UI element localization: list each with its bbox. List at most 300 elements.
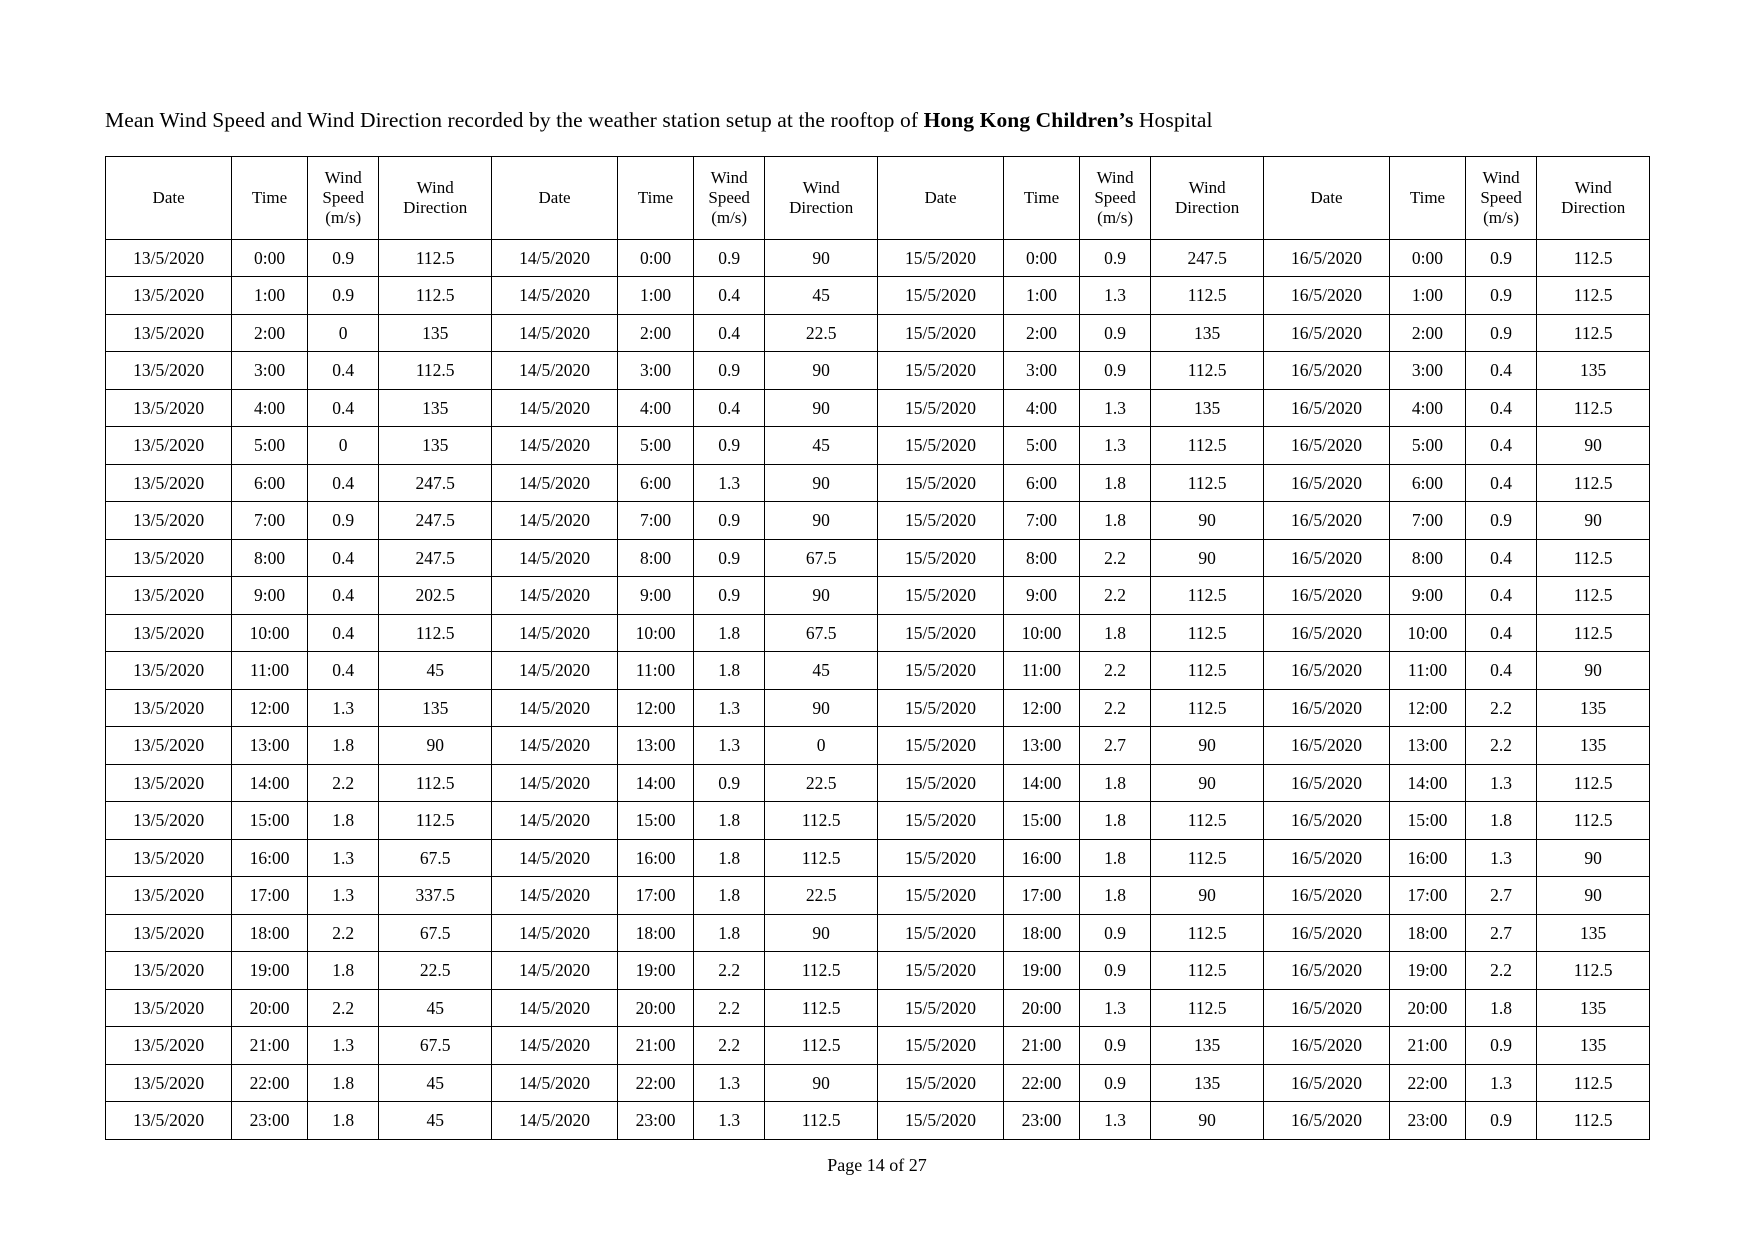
- cell-wind-direction: 90: [1151, 764, 1264, 802]
- table-row: [106, 1102, 1650, 1140]
- cell-time: 19:00: [1390, 952, 1466, 990]
- cell-time: 6:00: [1004, 464, 1080, 502]
- cell-wind-direction: 90: [765, 577, 878, 615]
- table-body: [106, 239, 1650, 1139]
- cell-wind-direction: 112.5: [765, 802, 878, 840]
- cell-date: 15/5/2020: [877, 277, 1003, 315]
- cell-wind-direction: 135: [1537, 727, 1650, 765]
- cell-wind-speed: 0.4: [307, 352, 379, 390]
- cell-wind-speed: 2.2: [1079, 539, 1151, 577]
- cell-date: 13/5/2020: [106, 1027, 232, 1065]
- header-wind-direction-line2: Direction: [1175, 197, 1240, 217]
- cell-date: 13/5/2020: [106, 689, 232, 727]
- cell-time: 4:00: [1004, 389, 1080, 427]
- cell-date: 14/5/2020: [491, 239, 617, 277]
- cell-date: 16/5/2020: [1263, 727, 1389, 765]
- cell-wind-speed: 1.8: [1079, 614, 1151, 652]
- cell-time: 6:00: [232, 464, 308, 502]
- cell-date: 15/5/2020: [877, 764, 1003, 802]
- cell-date: 13/5/2020: [106, 727, 232, 765]
- cell-time: 0:00: [1004, 239, 1080, 277]
- table-row: [106, 652, 1650, 690]
- cell-wind-direction: 112.5: [1537, 539, 1650, 577]
- table-row: [106, 877, 1650, 915]
- cell-time: 3:00: [618, 352, 694, 390]
- cell-date: 15/5/2020: [877, 239, 1003, 277]
- cell-date: 15/5/2020: [877, 464, 1003, 502]
- cell-date: 14/5/2020: [491, 989, 617, 1027]
- cell-date: 16/5/2020: [1263, 1064, 1389, 1102]
- cell-date: 13/5/2020: [106, 764, 232, 802]
- cell-wind-direction: 112.5: [1537, 277, 1650, 315]
- cell-date: 15/5/2020: [877, 877, 1003, 915]
- cell-wind-direction: 112.5: [1151, 989, 1264, 1027]
- cell-wind-speed: 1.3: [1079, 389, 1151, 427]
- cell-wind-speed: 1.3: [693, 1102, 765, 1140]
- cell-time: 21:00: [1390, 1027, 1466, 1065]
- cell-date: 13/5/2020: [106, 239, 232, 277]
- cell-wind-direction: 90: [765, 464, 878, 502]
- header-wind-speed-line1: Wind: [1482, 168, 1520, 188]
- cell-wind-speed: 2.7: [1465, 914, 1537, 952]
- cell-wind-direction: 112.5: [1537, 314, 1650, 352]
- cell-wind-direction: 112.5: [1151, 277, 1264, 315]
- table-row: [106, 427, 1650, 465]
- page-title-suffix: Hospital: [1133, 108, 1213, 132]
- cell-date: 16/5/2020: [1263, 502, 1389, 540]
- cell-wind-direction: 112.5: [379, 352, 492, 390]
- header-wind-speed-line3: (m/s): [1097, 207, 1134, 227]
- cell-date: 16/5/2020: [1263, 952, 1389, 990]
- cell-time: 20:00: [618, 989, 694, 1027]
- cell-date: 15/5/2020: [877, 1064, 1003, 1102]
- cell-date: 13/5/2020: [106, 427, 232, 465]
- cell-wind-direction: 112.5: [379, 764, 492, 802]
- cell-date: 15/5/2020: [877, 914, 1003, 952]
- cell-wind-speed: 0.9: [693, 427, 765, 465]
- cell-wind-speed: 0: [307, 314, 379, 352]
- cell-time: 19:00: [618, 952, 694, 990]
- cell-time: 8:00: [232, 539, 308, 577]
- cell-date: 14/5/2020: [491, 952, 617, 990]
- cell-wind-speed: 0.4: [1465, 577, 1537, 615]
- cell-date: 15/5/2020: [877, 652, 1003, 690]
- cell-wind-direction: 45: [379, 989, 492, 1027]
- cell-date: 15/5/2020: [877, 952, 1003, 990]
- cell-time: 1:00: [1390, 277, 1466, 315]
- cell-time: 15:00: [618, 802, 694, 840]
- cell-wind-speed: 2.2: [307, 989, 379, 1027]
- cell-time: 9:00: [1004, 577, 1080, 615]
- cell-wind-speed: 1.3: [307, 839, 379, 877]
- cell-time: 23:00: [1004, 1102, 1080, 1140]
- cell-time: 11:00: [618, 652, 694, 690]
- cell-time: 5:00: [232, 427, 308, 465]
- wind-data-table: [105, 156, 1650, 1140]
- cell-wind-direction: 112.5: [1537, 239, 1650, 277]
- table-row: [106, 539, 1650, 577]
- cell-wind-speed: 0.4: [1465, 652, 1537, 690]
- cell-wind-speed: 1.8: [693, 802, 765, 840]
- cell-wind-speed: 0: [307, 427, 379, 465]
- cell-date: 16/5/2020: [1263, 427, 1389, 465]
- cell-wind-direction: 112.5: [1537, 952, 1650, 990]
- cell-time: 2:00: [1004, 314, 1080, 352]
- cell-time: 11:00: [1004, 652, 1080, 690]
- cell-wind-speed: 1.8: [693, 914, 765, 952]
- cell-wind-speed: 0.9: [307, 502, 379, 540]
- cell-time: 9:00: [618, 577, 694, 615]
- cell-wind-speed: 0.4: [307, 577, 379, 615]
- cell-date: 15/5/2020: [877, 427, 1003, 465]
- cell-wind-direction: 22.5: [765, 877, 878, 915]
- cell-date: 13/5/2020: [106, 464, 232, 502]
- header-time-3: Time: [1004, 156, 1080, 239]
- cell-date: 14/5/2020: [491, 464, 617, 502]
- cell-time: 14:00: [1004, 764, 1080, 802]
- table-row: [106, 727, 1650, 765]
- cell-time: 14:00: [1390, 764, 1466, 802]
- cell-wind-speed: 2.2: [307, 764, 379, 802]
- cell-wind-speed: 0.9: [1465, 314, 1537, 352]
- cell-date: 16/5/2020: [1263, 1102, 1389, 1140]
- cell-date: 16/5/2020: [1263, 802, 1389, 840]
- cell-wind-direction: 45: [765, 652, 878, 690]
- cell-time: 7:00: [232, 502, 308, 540]
- cell-wind-direction: 90: [765, 239, 878, 277]
- cell-wind-speed: 0.9: [693, 764, 765, 802]
- cell-wind-speed: 1.3: [307, 1027, 379, 1065]
- cell-time: 19:00: [1004, 952, 1080, 990]
- table-row: [106, 464, 1650, 502]
- cell-time: 20:00: [1390, 989, 1466, 1027]
- cell-wind-direction: 202.5: [379, 577, 492, 615]
- cell-wind-speed: 1.3: [693, 727, 765, 765]
- cell-date: 13/5/2020: [106, 1102, 232, 1140]
- header-wind-direction-line2: Direction: [1561, 197, 1626, 217]
- cell-time: 22:00: [1004, 1064, 1080, 1102]
- cell-wind-speed: 1.8: [693, 839, 765, 877]
- cell-wind-speed: 1.3: [1079, 989, 1151, 1027]
- cell-wind-speed: 1.8: [693, 652, 765, 690]
- cell-wind-speed: 0.4: [307, 464, 379, 502]
- header-date-2: Date: [491, 156, 617, 239]
- cell-wind-direction: 112.5: [1537, 1102, 1650, 1140]
- cell-wind-direction: 90: [1537, 877, 1650, 915]
- cell-wind-speed: 2.2: [1465, 727, 1537, 765]
- cell-wind-speed: 0.9: [693, 239, 765, 277]
- table-header-row: [106, 156, 1650, 239]
- cell-wind-direction: 90: [765, 689, 878, 727]
- cell-date: 14/5/2020: [491, 427, 617, 465]
- cell-wind-direction: 90: [1151, 502, 1264, 540]
- header-wind-direction-4: [1537, 156, 1650, 239]
- cell-time: 21:00: [1004, 1027, 1080, 1065]
- cell-date: 14/5/2020: [491, 502, 617, 540]
- cell-date: 13/5/2020: [106, 914, 232, 952]
- cell-wind-speed: 0.4: [693, 314, 765, 352]
- cell-wind-speed: 1.3: [1465, 839, 1537, 877]
- cell-wind-speed: 1.8: [307, 1064, 379, 1102]
- cell-date: 16/5/2020: [1263, 764, 1389, 802]
- header-wind-speed-line2: Speed: [708, 188, 750, 208]
- cell-wind-direction: 112.5: [765, 989, 878, 1027]
- cell-time: 22:00: [618, 1064, 694, 1102]
- cell-wind-speed: 0.4: [1465, 389, 1537, 427]
- cell-time: 18:00: [1004, 914, 1080, 952]
- cell-date: 15/5/2020: [877, 502, 1003, 540]
- cell-wind-speed: 1.8: [307, 727, 379, 765]
- cell-time: 22:00: [232, 1064, 308, 1102]
- cell-date: 14/5/2020: [491, 1102, 617, 1140]
- cell-date: 14/5/2020: [491, 614, 617, 652]
- cell-wind-direction: 112.5: [1537, 577, 1650, 615]
- cell-time: 9:00: [232, 577, 308, 615]
- header-wind-speed-line2: Speed: [322, 188, 364, 208]
- cell-wind-direction: 112.5: [379, 277, 492, 315]
- cell-time: 20:00: [232, 989, 308, 1027]
- cell-wind-speed: 0.4: [1465, 464, 1537, 502]
- table-row: [106, 352, 1650, 390]
- cell-wind-speed: 1.3: [693, 689, 765, 727]
- cell-wind-direction: 247.5: [1151, 239, 1264, 277]
- cell-date: 15/5/2020: [877, 727, 1003, 765]
- cell-time: 13:00: [618, 727, 694, 765]
- table-row: [106, 914, 1650, 952]
- cell-wind-direction: 135: [379, 427, 492, 465]
- cell-time: 1:00: [618, 277, 694, 315]
- cell-date: 16/5/2020: [1263, 577, 1389, 615]
- cell-wind-speed: 1.3: [1465, 1064, 1537, 1102]
- cell-time: 23:00: [232, 1102, 308, 1140]
- header-wind-speed-line1: Wind: [324, 168, 362, 188]
- cell-wind-speed: 0.9: [1079, 239, 1151, 277]
- cell-wind-speed: 0.9: [1465, 277, 1537, 315]
- cell-wind-direction: 112.5: [1151, 689, 1264, 727]
- table-row: [106, 389, 1650, 427]
- cell-date: 16/5/2020: [1263, 352, 1389, 390]
- cell-wind-speed: 0.4: [307, 389, 379, 427]
- cell-time: 18:00: [618, 914, 694, 952]
- cell-date: 15/5/2020: [877, 839, 1003, 877]
- cell-time: 22:00: [1390, 1064, 1466, 1102]
- cell-date: 13/5/2020: [106, 352, 232, 390]
- cell-date: 16/5/2020: [1263, 914, 1389, 952]
- cell-wind-speed: 1.8: [1079, 839, 1151, 877]
- page-footer: Page 14 of 27: [827, 1155, 927, 1175]
- cell-date: 13/5/2020: [106, 989, 232, 1027]
- cell-date: 16/5/2020: [1263, 539, 1389, 577]
- cell-date: 13/5/2020: [106, 877, 232, 915]
- cell-date: 14/5/2020: [491, 877, 617, 915]
- cell-time: 12:00: [618, 689, 694, 727]
- cell-date: 13/5/2020: [106, 952, 232, 990]
- cell-date: 13/5/2020: [106, 1064, 232, 1102]
- cell-date: 13/5/2020: [106, 539, 232, 577]
- cell-time: 1:00: [232, 277, 308, 315]
- page-title-bold: Hong Kong Children’s: [923, 108, 1134, 132]
- cell-time: 16:00: [1004, 839, 1080, 877]
- cell-time: 0:00: [232, 239, 308, 277]
- cell-date: 16/5/2020: [1263, 989, 1389, 1027]
- cell-wind-direction: 90: [379, 727, 492, 765]
- header-wind-speed-line3: (m/s): [325, 207, 362, 227]
- cell-wind-direction: 112.5: [379, 802, 492, 840]
- cell-time: 17:00: [1004, 877, 1080, 915]
- cell-wind-speed: 0.4: [1465, 539, 1537, 577]
- cell-time: 17:00: [1390, 877, 1466, 915]
- cell-time: 4:00: [618, 389, 694, 427]
- cell-date: 16/5/2020: [1263, 464, 1389, 502]
- cell-wind-speed: 1.3: [307, 877, 379, 915]
- cell-time: 14:00: [618, 764, 694, 802]
- cell-wind-direction: 135: [1537, 352, 1650, 390]
- cell-wind-speed: 2.2: [693, 989, 765, 1027]
- cell-time: 18:00: [232, 914, 308, 952]
- cell-date: 15/5/2020: [877, 389, 1003, 427]
- cell-wind-direction: 112.5: [1151, 614, 1264, 652]
- cell-wind-speed: 0.9: [693, 352, 765, 390]
- cell-wind-direction: 112.5: [379, 614, 492, 652]
- cell-wind-direction: 247.5: [379, 464, 492, 502]
- cell-wind-direction: 112.5: [379, 239, 492, 277]
- cell-wind-direction: 112.5: [1151, 427, 1264, 465]
- cell-date: 13/5/2020: [106, 802, 232, 840]
- table-row: [106, 614, 1650, 652]
- cell-date: 16/5/2020: [1263, 839, 1389, 877]
- cell-wind-direction: 22.5: [765, 314, 878, 352]
- cell-wind-speed: 2.2: [693, 1027, 765, 1065]
- table-row: [106, 577, 1650, 615]
- header-wind-speed-3: [1079, 156, 1151, 239]
- cell-wind-direction: 22.5: [765, 764, 878, 802]
- cell-time: 21:00: [232, 1027, 308, 1065]
- cell-wind-speed: 2.2: [1079, 689, 1151, 727]
- cell-time: 15:00: [1004, 802, 1080, 840]
- cell-wind-speed: 0.9: [1079, 352, 1151, 390]
- header-wind-direction-line2: Direction: [789, 197, 854, 217]
- cell-wind-direction: 67.5: [765, 539, 878, 577]
- cell-date: 14/5/2020: [491, 539, 617, 577]
- cell-wind-speed: 0.4: [1465, 352, 1537, 390]
- header-time-4: Time: [1390, 156, 1466, 239]
- cell-wind-speed: 2.2: [1465, 952, 1537, 990]
- cell-time: 7:00: [1004, 502, 1080, 540]
- cell-time: 9:00: [1390, 577, 1466, 615]
- cell-date: 14/5/2020: [491, 352, 617, 390]
- page-title: [105, 108, 1649, 134]
- cell-wind-speed: 2.7: [1465, 877, 1537, 915]
- cell-date: 14/5/2020: [491, 764, 617, 802]
- cell-wind-direction: 135: [1537, 1027, 1650, 1065]
- cell-date: 13/5/2020: [106, 614, 232, 652]
- cell-wind-speed: 0.9: [1465, 1027, 1537, 1065]
- cell-wind-direction: 247.5: [379, 539, 492, 577]
- cell-time: 10:00: [1004, 614, 1080, 652]
- cell-time: 3:00: [1004, 352, 1080, 390]
- cell-wind-direction: 135: [1151, 389, 1264, 427]
- cell-time: 5:00: [618, 427, 694, 465]
- header-wind-speed-line3: (m/s): [1483, 207, 1520, 227]
- cell-time: 11:00: [232, 652, 308, 690]
- cell-wind-speed: 2.2: [307, 914, 379, 952]
- cell-time: 3:00: [1390, 352, 1466, 390]
- cell-time: 12:00: [1004, 689, 1080, 727]
- cell-wind-direction: 112.5: [1537, 614, 1650, 652]
- cell-wind-direction: 90: [1537, 427, 1650, 465]
- cell-date: 15/5/2020: [877, 1027, 1003, 1065]
- table-row: [106, 1064, 1650, 1102]
- cell-wind-speed: 2.2: [693, 952, 765, 990]
- table-row: [106, 839, 1650, 877]
- cell-time: 8:00: [1004, 539, 1080, 577]
- cell-wind-direction: 45: [379, 652, 492, 690]
- cell-date: 15/5/2020: [877, 689, 1003, 727]
- cell-time: 16:00: [1390, 839, 1466, 877]
- cell-wind-direction: 90: [765, 389, 878, 427]
- cell-wind-direction: 90: [765, 352, 878, 390]
- cell-time: 12:00: [1390, 689, 1466, 727]
- cell-wind-direction: 90: [765, 1064, 878, 1102]
- cell-wind-speed: 1.3: [693, 464, 765, 502]
- cell-time: 4:00: [232, 389, 308, 427]
- cell-time: 13:00: [232, 727, 308, 765]
- cell-wind-speed: 0.4: [307, 652, 379, 690]
- cell-wind-direction: 337.5: [379, 877, 492, 915]
- cell-date: 13/5/2020: [106, 839, 232, 877]
- cell-wind-speed: 2.2: [1079, 577, 1151, 615]
- table-row: [106, 239, 1650, 277]
- header-time-1: Time: [232, 156, 308, 239]
- cell-wind-direction: 67.5: [379, 839, 492, 877]
- cell-wind-direction: 45: [379, 1064, 492, 1102]
- cell-date: 15/5/2020: [877, 314, 1003, 352]
- cell-date: 14/5/2020: [491, 1027, 617, 1065]
- cell-wind-speed: 0.9: [307, 277, 379, 315]
- cell-time: 12:00: [232, 689, 308, 727]
- cell-time: 1:00: [1004, 277, 1080, 315]
- cell-time: 0:00: [618, 239, 694, 277]
- cell-date: 13/5/2020: [106, 502, 232, 540]
- cell-wind-direction: 90: [765, 502, 878, 540]
- cell-wind-direction: 90: [1537, 502, 1650, 540]
- header-wind-direction-line1: Wind: [1188, 178, 1226, 198]
- cell-date: 15/5/2020: [877, 539, 1003, 577]
- cell-wind-speed: 1.3: [693, 1064, 765, 1102]
- header-wind-speed-1: [307, 156, 379, 239]
- cell-wind-speed: 0.9: [307, 239, 379, 277]
- cell-wind-speed: 2.2: [1079, 652, 1151, 690]
- cell-time: 8:00: [1390, 539, 1466, 577]
- cell-wind-direction: 112.5: [1151, 652, 1264, 690]
- cell-time: 14:00: [232, 764, 308, 802]
- cell-wind-direction: 135: [1151, 1064, 1264, 1102]
- cell-wind-direction: 112.5: [1151, 914, 1264, 952]
- cell-wind-direction: 90: [1151, 727, 1264, 765]
- page-title-prefix: Mean Wind Speed and Wind Direction recorded by the weather station setup at the rooftop of: [105, 108, 924, 132]
- cell-date: 16/5/2020: [1263, 389, 1389, 427]
- cell-date: 13/5/2020: [106, 652, 232, 690]
- cell-date: 16/5/2020: [1263, 614, 1389, 652]
- cell-wind-speed: 0.9: [693, 577, 765, 615]
- cell-wind-direction: 112.5: [765, 839, 878, 877]
- cell-wind-direction: 135: [1537, 914, 1650, 952]
- cell-wind-direction: 135: [379, 389, 492, 427]
- cell-date: 15/5/2020: [877, 802, 1003, 840]
- cell-time: 0:00: [1390, 239, 1466, 277]
- cell-wind-direction: 112.5: [1537, 764, 1650, 802]
- cell-date: 15/5/2020: [877, 989, 1003, 1027]
